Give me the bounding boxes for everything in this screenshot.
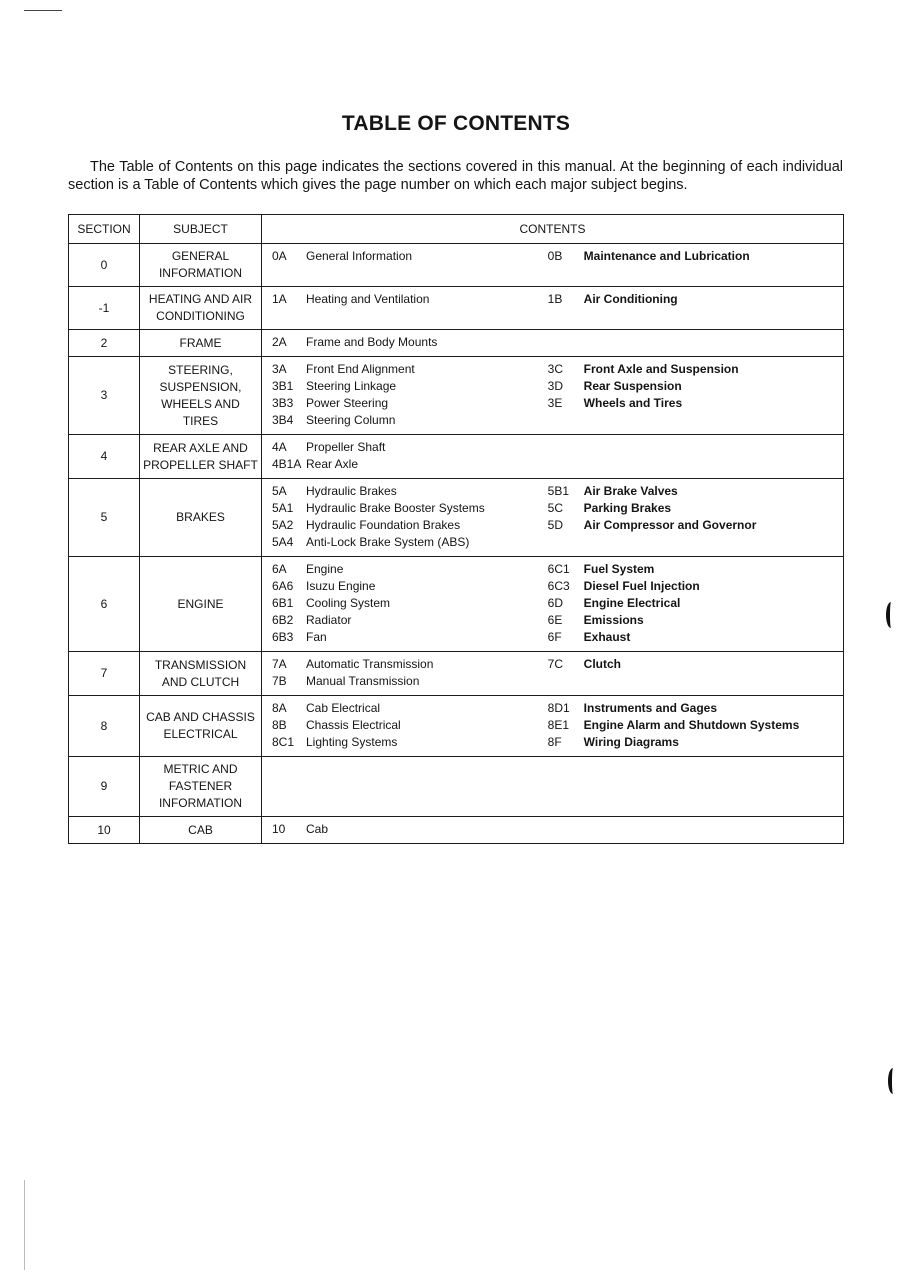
- entry-name: Automatic Transmission: [306, 657, 434, 671]
- contents-entry: [272, 483, 548, 500]
- contents-entry: [272, 412, 548, 429]
- contents-entry: [548, 629, 843, 646]
- entry-code: 5A2: [272, 518, 294, 532]
- header-row: [69, 215, 844, 244]
- section-contents: [262, 696, 844, 757]
- entry-name: Hydraulic Brake Booster Systems: [306, 501, 485, 515]
- section-subject: METRIC AND FASTENER INFORMATION: [140, 757, 262, 817]
- table-row: [69, 557, 844, 652]
- entry-name: Isuzu Engine: [306, 579, 376, 593]
- entry-name: Air Conditioning: [583, 292, 678, 306]
- section-subject: BRAKES: [140, 479, 262, 557]
- contents-entry: [272, 517, 548, 534]
- contents-entry: [272, 734, 548, 751]
- header-subject: SUBJECT: [140, 215, 262, 244]
- contents-entry: [272, 656, 548, 673]
- table-row: [69, 817, 844, 844]
- entry-name: Steering Column: [306, 413, 396, 427]
- entry-code: 5B1: [547, 484, 570, 498]
- contents-entry: [272, 717, 548, 734]
- section-number: 7: [69, 652, 140, 696]
- entry-code: 5A4: [272, 535, 294, 549]
- entry-code: 8D1: [547, 701, 570, 715]
- entry-name: Steering Linkage: [306, 379, 397, 393]
- section-contents: [262, 479, 844, 557]
- section-subject: TRANSMISSION AND CLUTCH: [140, 652, 262, 696]
- entry-code: 6C3: [547, 579, 570, 593]
- section-contents: [262, 652, 844, 696]
- entry-code: 10: [272, 822, 286, 836]
- entry-code: 3D: [547, 379, 563, 393]
- entry-code: 6F: [547, 630, 562, 644]
- section-contents: [262, 817, 844, 844]
- section-contents: [262, 435, 844, 479]
- entry-code: 8E1: [547, 718, 570, 732]
- contents-entry: [272, 700, 548, 717]
- entry-name: Manual Transmission: [306, 674, 420, 688]
- contents-entry: [272, 395, 548, 412]
- section-number: 3: [69, 357, 140, 435]
- contents-column-left: [272, 291, 548, 308]
- section-contents: [262, 357, 844, 435]
- entry-name: Engine Electrical: [583, 596, 681, 610]
- entry-code: 4B1A: [272, 457, 302, 471]
- section-number: 10: [69, 817, 140, 844]
- section-number: 9: [69, 757, 140, 817]
- table-row: [69, 287, 844, 330]
- section-subject: HEATING AND AIR CONDITIONING: [140, 287, 262, 330]
- contents-column-right: [548, 248, 843, 265]
- entry-code: 3B1: [272, 379, 294, 393]
- entry-name: Engine: [306, 562, 344, 576]
- section-number: 5: [69, 479, 140, 557]
- contents-column-left: [272, 361, 548, 429]
- entry-code: 8A: [272, 701, 287, 715]
- entry-name: Cab Electrical: [306, 701, 381, 715]
- entry-code: 1A: [272, 292, 287, 306]
- entry-code: 6D: [547, 596, 563, 610]
- contents-entry: [548, 248, 843, 265]
- section-number: 0: [69, 244, 140, 287]
- entry-name: Propeller Shaft: [306, 440, 386, 454]
- section-subject: CAB AND CHASSIS ELECTRICAL: [140, 696, 262, 757]
- contents-entry: [272, 561, 548, 578]
- contents-entry: [272, 500, 548, 517]
- entry-name: Rear Suspension: [583, 379, 682, 393]
- section-number: 8: [69, 696, 140, 757]
- table-row: [69, 357, 844, 435]
- entry-name: Clutch: [583, 657, 621, 671]
- entry-name: Emissions: [583, 613, 644, 627]
- contents-entry: [548, 595, 843, 612]
- contents-entry: [272, 378, 548, 395]
- contents-entry: [548, 578, 843, 595]
- contents-column-right: [548, 561, 843, 646]
- entry-name: Fan: [306, 630, 327, 644]
- table-row: [69, 479, 844, 557]
- table-row: [69, 244, 844, 287]
- contents-entry: [548, 395, 843, 412]
- contents-entry: [548, 700, 843, 717]
- entry-code: 6B1: [272, 596, 294, 610]
- entry-name: Engine Alarm and Shutdown Systems: [583, 718, 800, 732]
- contents-entry: [272, 439, 548, 456]
- entry-name: Exhaust: [583, 630, 631, 644]
- entry-name: Maintenance and Lubrication: [583, 249, 750, 263]
- entry-code: 5A: [272, 484, 287, 498]
- entry-name: Fuel System: [583, 562, 655, 576]
- contents-column-right: [548, 483, 843, 551]
- section-number: 2: [69, 330, 140, 357]
- page-title: TABLE OF CONTENTS: [341, 112, 571, 136]
- entry-code: 5A1: [272, 501, 294, 515]
- contents-column-right: [548, 656, 843, 690]
- contents-entry: [548, 378, 843, 395]
- entry-code: 0A: [272, 249, 287, 263]
- entry-name: Air Brake Valves: [583, 484, 678, 498]
- left-margin-rule: [24, 1180, 25, 1270]
- table-row: [69, 435, 844, 479]
- entry-name: Cooling System: [306, 596, 391, 610]
- entry-code: 2A: [272, 335, 287, 349]
- section-number: 6: [69, 557, 140, 652]
- entry-code: 6B3: [272, 630, 294, 644]
- contents-entry: [272, 612, 548, 629]
- entry-name: Instruments and Gages: [583, 701, 718, 715]
- contents-entry: [548, 500, 843, 517]
- contents-entry: [272, 595, 548, 612]
- entry-code: 6A: [272, 562, 287, 576]
- entry-code: 1B: [547, 292, 563, 306]
- section-contents: [262, 287, 844, 330]
- entry-code: 4A: [272, 440, 287, 454]
- contents-column-right: [548, 821, 843, 838]
- contents-column-right: [548, 361, 843, 429]
- contents-entry: [272, 673, 548, 690]
- table-row: [69, 330, 844, 357]
- entry-name: Cab: [306, 822, 329, 836]
- entry-code: 3B3: [272, 396, 294, 410]
- entry-code: 8B: [272, 718, 287, 732]
- contents-entry: [548, 517, 843, 534]
- contents-column-left: [272, 439, 548, 473]
- contents-entry: [548, 291, 843, 308]
- section-subject: ENGINE: [140, 557, 262, 652]
- contents-entry: [548, 734, 843, 751]
- contents-column-left: [272, 700, 548, 751]
- entry-code: 7C: [547, 657, 563, 671]
- entry-name: Radiator: [306, 613, 352, 627]
- entry-code: 8F: [547, 735, 562, 749]
- entry-name: General Information: [306, 249, 413, 263]
- table-body: [69, 244, 844, 844]
- table-row: [69, 757, 844, 817]
- contents-entry: [548, 717, 843, 734]
- contents-column-right: [548, 334, 843, 351]
- binding-hole-mark: [888, 1068, 898, 1094]
- contents-entry: [548, 361, 843, 378]
- entry-code: 3A: [272, 362, 287, 376]
- section-subject: FRAME: [140, 330, 262, 357]
- entry-name: Frame and Body Mounts: [306, 335, 438, 349]
- entry-code: 3C: [547, 362, 563, 376]
- header-contents: CONTENTS: [262, 215, 844, 244]
- entry-name: Wheels and Tires: [583, 396, 683, 410]
- entry-name: Hydraulic Brakes: [306, 484, 397, 498]
- contents-column-right: [548, 291, 843, 308]
- entry-name: Wiring Diagrams: [583, 735, 679, 749]
- section-contents: [262, 244, 844, 287]
- entry-code: 6A6: [272, 579, 294, 593]
- contents-entry: [272, 534, 548, 551]
- contents-column-left: [272, 248, 548, 265]
- entry-name: Power Steering: [306, 396, 389, 410]
- section-subject: GENERAL INFORMATION: [140, 244, 262, 287]
- table-row: [69, 696, 844, 757]
- contents-entry: [272, 456, 548, 473]
- contents-entry: [548, 656, 843, 673]
- entry-code: 5D: [547, 518, 563, 532]
- contents-entry: [272, 821, 548, 838]
- contents-column-right: [548, 439, 843, 473]
- contents-column-left: [272, 483, 548, 551]
- binding-hole-mark: [886, 602, 896, 628]
- contents-entry: [272, 248, 548, 265]
- contents-entry: [272, 578, 548, 595]
- contents-table: [68, 214, 844, 844]
- entry-name: Air Compressor and Governor: [583, 518, 757, 532]
- entry-code: 8C1: [272, 735, 295, 749]
- entry-name: Lighting Systems: [306, 735, 398, 749]
- contents-column-left: [272, 334, 548, 351]
- entry-name: Hydraulic Foundation Brakes: [306, 518, 461, 532]
- header-section: SECTION: [69, 215, 140, 244]
- entry-name: Front End Alignment: [306, 362, 415, 376]
- contents-entry: [272, 291, 548, 308]
- section-number: -1: [69, 287, 140, 330]
- contents-column-left: [272, 561, 548, 646]
- top-margin-rule: [24, 10, 62, 11]
- contents-column-left: [272, 821, 548, 838]
- section-contents: [262, 330, 844, 357]
- entry-name: Parking Brakes: [583, 501, 672, 515]
- section-contents: [262, 557, 844, 652]
- entry-code: 6C1: [547, 562, 570, 576]
- section-subject: REAR AXLE AND PROPELLER SHAFT: [140, 435, 262, 479]
- contents-entry: [272, 629, 548, 646]
- table-row: [69, 652, 844, 696]
- contents-entry: [548, 612, 843, 629]
- section-subject: STEERING, SUSPENSION, WHEELS AND TIRES: [140, 357, 262, 435]
- contents-entry: [272, 361, 548, 378]
- entry-code: 7A: [272, 657, 287, 671]
- entry-code: 0B: [547, 249, 563, 263]
- entry-name: Chassis Electrical: [306, 718, 401, 732]
- entry-code: 7B: [272, 674, 287, 688]
- contents-entry: [548, 483, 843, 500]
- entry-code: 3B4: [272, 413, 294, 427]
- entry-name: Heating and Ventilation: [306, 292, 430, 306]
- section-number: 4: [69, 435, 140, 479]
- contents-entry: [272, 334, 548, 351]
- entry-code: 6E: [547, 613, 563, 627]
- contents-column-right: [548, 700, 843, 751]
- intro-paragraph: The Table of Contents on this page indicates the sections covered in this manual. At the beginning of each individual section is a Table of Contents which gives the page number on which each major subject begins.: [68, 158, 843, 193]
- entry-name: Front Axle and Suspension: [583, 362, 739, 376]
- entry-code: 5C: [547, 501, 563, 515]
- entry-name: Anti-Lock Brake System (ABS): [306, 535, 470, 549]
- contents-entry: [548, 561, 843, 578]
- section-subject: CAB: [140, 817, 262, 844]
- contents-column-left: [272, 656, 548, 690]
- entry-code: 6B2: [272, 613, 294, 627]
- entry-name: Diesel Fuel Injection: [583, 579, 700, 593]
- entry-name: Rear Axle: [306, 457, 359, 471]
- section-contents: [262, 757, 844, 817]
- entry-code: 3E: [547, 396, 563, 410]
